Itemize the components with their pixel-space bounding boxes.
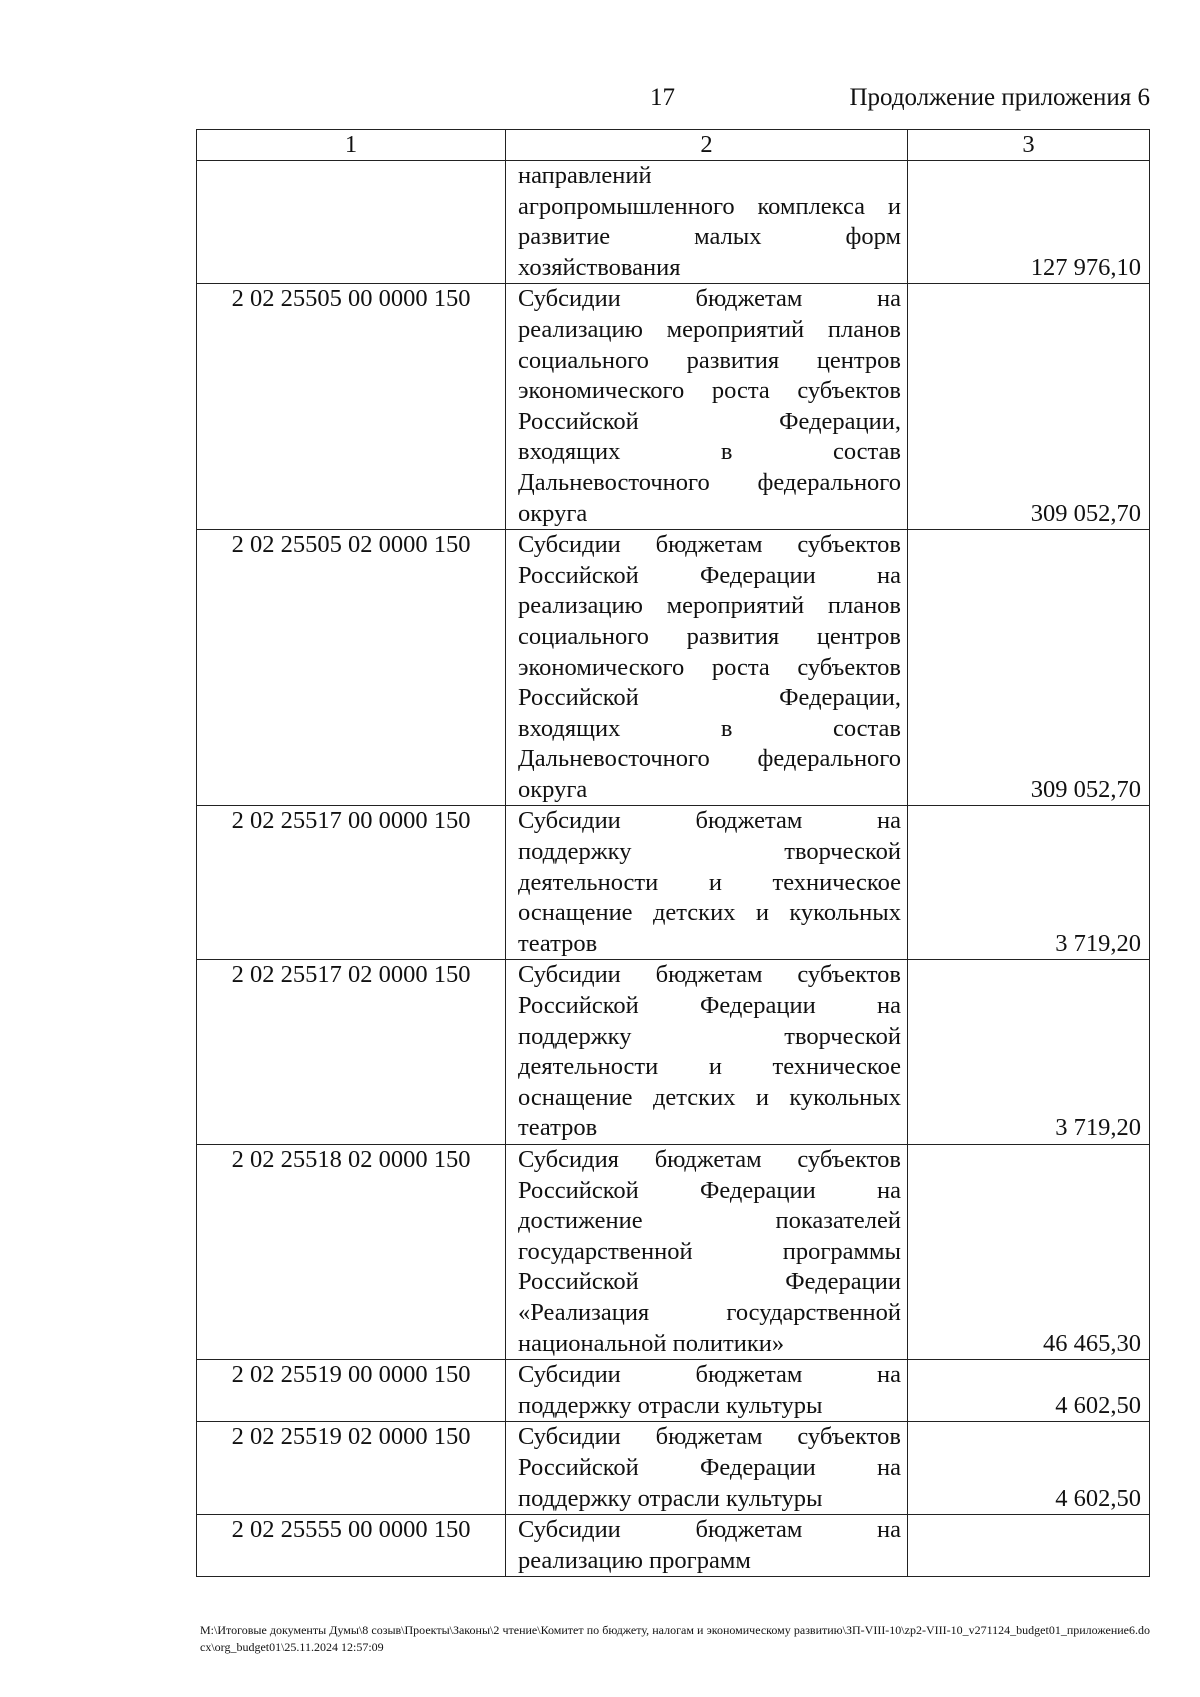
description-cell (506, 161, 908, 284)
amount-cell: 127 976,10 (908, 161, 1150, 284)
document-path-footer: M:\Итоговые документы Думы\8 созыв\Проекты\Законы\2 чтение\Комитет по бюджету, налогам и экономическому развитию\ЗП-VIII-10\zp2-VIII-10_v271124_budget01_приложение6.docx\org_budget01\25.11.2024 12:57:09 (200, 1623, 1150, 1654)
column-header-description: 2 (506, 130, 908, 161)
budget-code-cell: 2 02 25505 02 0000 150 (197, 530, 506, 806)
description-line: Российской Федерации на (518, 992, 901, 1020)
budget-code-cell: 2 02 25519 00 0000 150 (197, 1360, 506, 1422)
amount-cell: 46 465,30 (908, 1145, 1150, 1360)
description-cell (506, 530, 908, 806)
description-line: Российской Федерации, (518, 407, 901, 435)
description-line: государственной программы (518, 1237, 901, 1265)
description-line: Дальневосточного федерального (518, 745, 901, 773)
table-body (197, 161, 1150, 1577)
description-line: реализацию мероприятий планов (518, 315, 901, 343)
description-line: деятельности и техническое (518, 868, 901, 896)
description-line: Субсидии бюджетам на (518, 1361, 901, 1389)
table-row (197, 284, 1150, 530)
amount-cell: 309 052,70 (908, 284, 1150, 530)
description-line: поддержку творческой (518, 838, 901, 866)
description-line: Российской Федерации на (518, 561, 901, 589)
table-header-row (197, 130, 1150, 161)
description-line: социального развития центров (518, 622, 901, 650)
description-cell (506, 1515, 908, 1577)
description-line: деятельности и техническое (518, 1053, 901, 1081)
description-line: «Реализация государственной (518, 1298, 901, 1326)
description-line: Субсидии бюджетам субъектов (518, 531, 901, 559)
description-line: округа (518, 499, 588, 527)
budget-code-cell: 2 02 25505 00 0000 150 (197, 284, 506, 530)
amount-cell: 4 602,50 (908, 1422, 1150, 1515)
description-line: поддержку творческой (518, 1022, 901, 1050)
description-cell (506, 1422, 908, 1515)
description-line: реализацию программ (518, 1546, 751, 1574)
description-line: Российской Федерации на (518, 1453, 901, 1481)
column-header-amount: 3 (908, 130, 1150, 161)
description-line: Субсидии бюджетам на (518, 807, 901, 835)
description-line: Субсидии бюджетам субъектов (518, 961, 901, 989)
table-row (197, 161, 1150, 284)
description-cell (506, 960, 908, 1145)
description-line: агропромышленного комплекса и (518, 192, 901, 220)
description-line: Дальневосточного федерального (518, 468, 901, 496)
description-line: Российской Федерации, (518, 684, 901, 712)
amount-cell: 309 052,70 (908, 530, 1150, 806)
table-row (197, 1515, 1150, 1577)
column-header-code: 1 (197, 130, 506, 161)
description-cell (506, 1360, 908, 1422)
table-row (197, 960, 1150, 1145)
budget-code-cell (197, 161, 506, 284)
description-line: Российской Федерации на (518, 1176, 901, 1204)
description-line: Субсидия бюджетам субъектов (518, 1146, 901, 1173)
description-line: театров (518, 929, 598, 957)
description-line: Субсидии бюджетам субъектов (518, 1423, 901, 1451)
description-line: оснащение детских и кукольных (518, 1083, 901, 1111)
description-line: экономического роста субъектов (518, 653, 901, 681)
description-line: Субсидии бюджетам на (518, 1516, 901, 1544)
budget-code-cell: 2 02 25518 02 0000 150 (197, 1145, 506, 1360)
description-line: входящих в состав (518, 438, 901, 466)
table-row (197, 806, 1150, 960)
description-cell (506, 284, 908, 530)
description-line: театров (518, 1114, 598, 1142)
continuation-label: Продолжение приложения 6 (849, 84, 1150, 111)
page-number: 17 (650, 84, 675, 111)
table-row (197, 1145, 1150, 1360)
description-cell (506, 806, 908, 960)
description-line: округа (518, 775, 588, 803)
amount-cell (908, 1515, 1150, 1577)
table-row (197, 1422, 1150, 1515)
description-line: экономического роста субъектов (518, 377, 901, 405)
description-line: поддержку отрасли культуры (518, 1484, 823, 1512)
amount-cell: 3 719,20 (908, 806, 1150, 960)
budget-code-cell: 2 02 25519 02 0000 150 (197, 1422, 506, 1515)
budget-code-cell: 2 02 25517 02 0000 150 (197, 960, 506, 1145)
description-line: реализацию мероприятий планов (518, 592, 901, 620)
budget-table (196, 129, 1150, 1577)
table-row (197, 530, 1150, 806)
description-line: оснащение детских и кукольных (518, 899, 901, 927)
description-line: поддержку отрасли культуры (518, 1391, 823, 1419)
description-cell (506, 1145, 908, 1360)
description-line: хозяйствования (518, 253, 681, 281)
description-line: социального развития центров (518, 346, 901, 374)
budget-code-cell: 2 02 25517 00 0000 150 (197, 806, 506, 960)
description-line: направлений (518, 162, 652, 189)
description-line: национальной политики» (518, 1329, 785, 1357)
table-row (197, 1360, 1150, 1422)
description-line: Субсидии бюджетам на (518, 285, 901, 313)
description-line: входящих в состав (518, 714, 901, 742)
amount-cell: 3 719,20 (908, 960, 1150, 1145)
description-line: развитие малых форм (518, 223, 901, 251)
amount-cell: 4 602,50 (908, 1360, 1150, 1422)
budget-code-cell: 2 02 25555 00 0000 150 (197, 1515, 506, 1577)
description-line: Российской Федерации (518, 1268, 901, 1296)
description-line: достижение показателей (518, 1207, 901, 1235)
